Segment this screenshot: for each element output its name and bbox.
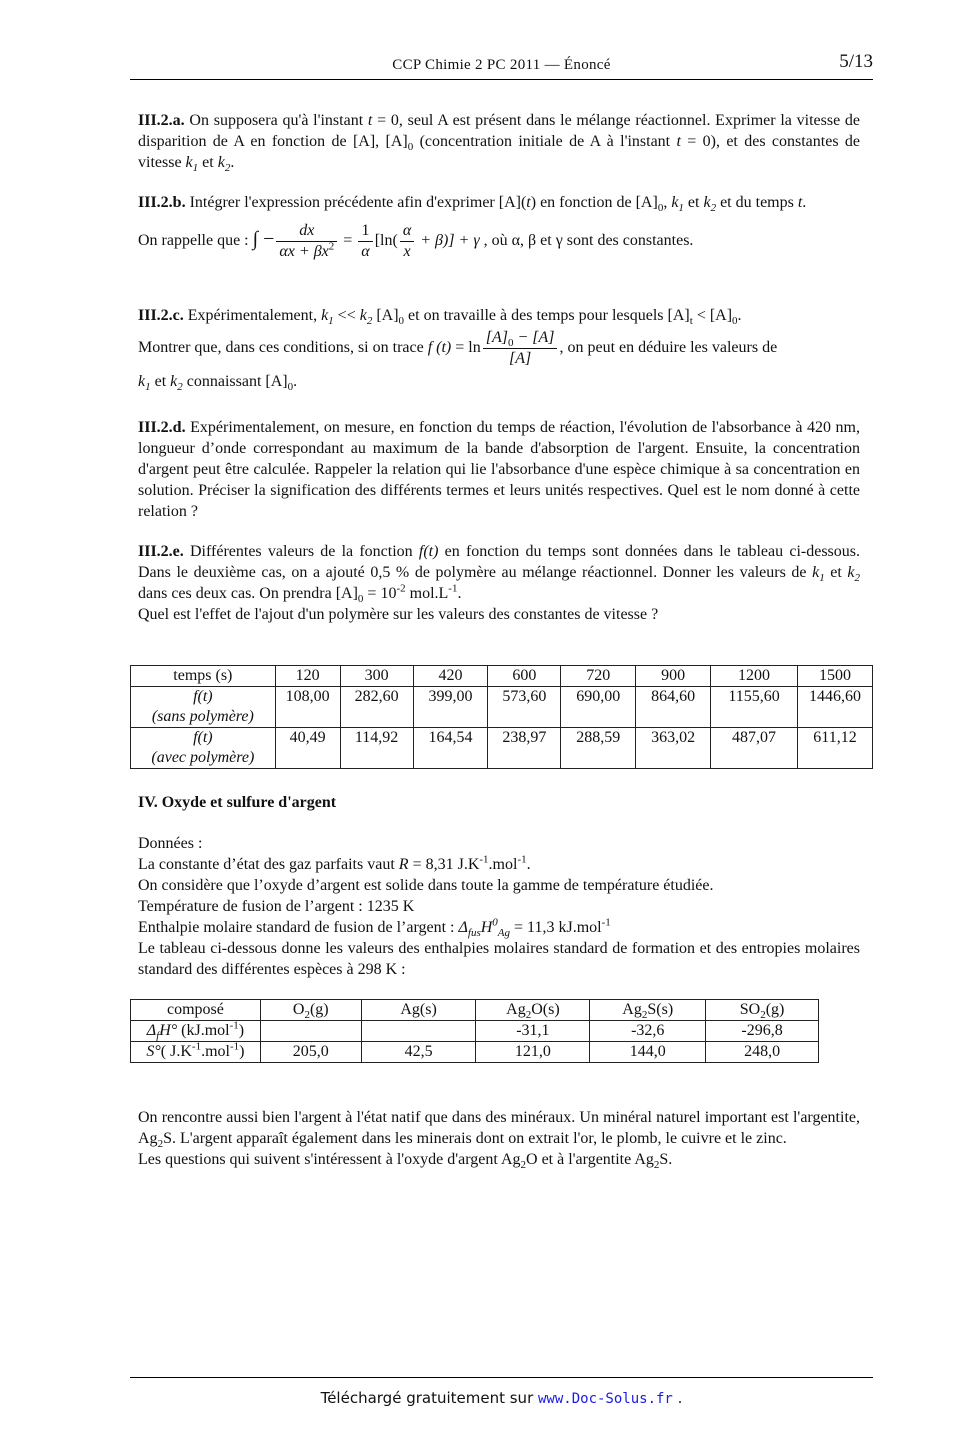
text: . [672, 1389, 683, 1407]
text: ) [238, 1022, 245, 1039]
table-header-cell [590, 1000, 706, 1021]
text: et du temps [716, 194, 798, 211]
value-cell: 282,60 [340, 687, 413, 728]
text: Enthalpie molaire standard de fusion de l’argent : [138, 919, 459, 936]
text: (g) [765, 1001, 785, 1018]
value-cell: 108,00 [275, 687, 340, 728]
text: Téléchargé gratuitement sur [320, 1389, 538, 1407]
text: = ln [451, 339, 481, 357]
numerator: dx [299, 222, 315, 239]
exp: -1 [191, 1040, 202, 1053]
sub: 1 [819, 572, 825, 585]
value-cell: 205,0 [260, 1042, 361, 1063]
var: k [671, 194, 679, 211]
text: . [457, 585, 462, 602]
var: t [367, 112, 373, 129]
sub: 1 [678, 202, 684, 215]
var: H° [159, 1022, 178, 1039]
text: ) en fonction de [A] [530, 194, 658, 211]
value-cell: 248,0 [706, 1042, 819, 1063]
exp: -1 [229, 1040, 240, 1053]
text: .mol [488, 856, 518, 873]
donnees [138, 833, 860, 980]
table-row [131, 1042, 819, 1063]
text: Ag [506, 1001, 526, 1018]
text: S(s) [647, 1001, 674, 1018]
text: (g) [309, 1001, 329, 1018]
text: (kJ.mol [177, 1022, 230, 1039]
numerator: 1 [358, 221, 372, 242]
text: et [683, 194, 704, 211]
sub: 2 [157, 1138, 164, 1151]
value-cell: 144,0 [590, 1042, 706, 1063]
text: = [339, 232, 357, 250]
sub: 1 [192, 162, 199, 175]
numerator: − [A] [513, 329, 555, 346]
table-header-cell [706, 1000, 819, 1021]
sub: 0 [657, 202, 664, 215]
integral-formula [138, 221, 860, 262]
var: Δ [458, 919, 468, 936]
text: << [333, 307, 360, 324]
var: k [812, 564, 820, 581]
value-cell: 164,54 [413, 728, 488, 769]
fraction [483, 328, 558, 369]
sub: 2 [854, 572, 861, 585]
text: [A] [372, 307, 399, 324]
denominator: α [361, 243, 370, 260]
exp: -1 [479, 853, 489, 866]
fraction [358, 221, 372, 262]
var: k [217, 154, 225, 171]
text: en fonction du temps sont données dans le tableau ci-dessous. Dans le deuxième cas, on a ajouté 0,5 % de polymère au mélange réactionnel. Donner les valeurs de [138, 543, 861, 581]
question-iii-2-a [138, 110, 860, 173]
sub: 2 [641, 1009, 648, 1022]
text: mol.L [405, 585, 449, 602]
value-cell: 573,60 [488, 687, 561, 728]
value-cell: 121,0 [476, 1042, 590, 1063]
text: et [824, 564, 848, 581]
value-cell: 288,59 [561, 728, 636, 769]
text: Différentes valeurs de la fonction [183, 543, 419, 560]
text: Intégrer l'expression précédente afin d'exprimer [A]( [185, 194, 527, 211]
sub: 1 [328, 315, 334, 328]
value-cell: 1155,60 [711, 687, 798, 728]
text: O [292, 1001, 305, 1018]
value-cell: 42,5 [361, 1042, 476, 1063]
question-label: III.2.b. [138, 194, 186, 211]
value-cell: 487,07 [711, 728, 798, 769]
exp: 2 [328, 240, 335, 253]
sub: 2 [710, 202, 717, 215]
text: connaissant [A] [182, 373, 288, 390]
text: S. L'argent apparaît également dans les minerais dont on extrait l'or, le plomb, le cuivre et le zinc. [163, 1130, 787, 1147]
row-label [131, 687, 276, 728]
value-cell [361, 1021, 476, 1042]
text: Les questions qui suivent s'intéressent à l'oxyde d'argent Ag [138, 1151, 521, 1168]
sub: Ag [497, 927, 511, 940]
page-header [130, 51, 873, 80]
var: k [321, 307, 329, 324]
sub: 0 [732, 315, 738, 328]
var: t [526, 194, 531, 211]
sub: 2 [520, 1159, 527, 1172]
sub: fus [467, 927, 481, 940]
sub: 2 [366, 315, 373, 328]
question-iii-2-c [138, 305, 860, 392]
text: . [802, 194, 807, 211]
row-label [131, 728, 276, 769]
exp: -1 [517, 853, 527, 866]
value-cell: 238,97 [488, 728, 561, 769]
var: R [398, 856, 409, 873]
exp: 0 [492, 916, 498, 929]
table-row [131, 666, 873, 687]
text: On rappelle que : [138, 232, 253, 250]
row-label-line: f(t) [193, 729, 213, 746]
var: Δ [146, 1022, 157, 1039]
text: Température de fusion de l’argent : 1235 K [138, 898, 415, 915]
text: Montrer que, dans ces conditions, si on trace [138, 339, 428, 357]
text: et [150, 373, 171, 390]
question-iii-2-e [138, 541, 860, 625]
table-row [131, 687, 873, 728]
time-cell: 420 [413, 666, 488, 687]
table-header-cell: Ag(s) [361, 1000, 476, 1021]
text: = 0, seul A est présent dans le mélange réactionnel. Exprimer la vitesse de disparition de A en fonction de [A], [A] [138, 112, 861, 150]
table-row [131, 1000, 819, 1021]
denominator: [A] [508, 350, 532, 367]
text: = 10 [363, 585, 397, 602]
table-row [131, 1021, 819, 1042]
var: k [185, 154, 193, 171]
var: k [170, 373, 178, 390]
text: . [737, 307, 742, 324]
sub: 2 [525, 1009, 532, 1022]
var: k [138, 373, 146, 390]
sub: f [156, 1030, 160, 1043]
numerator: α [402, 222, 412, 239]
text: [ln( [374, 232, 398, 250]
sub: 0 [398, 315, 405, 328]
time-cell: 720 [561, 666, 636, 687]
exp: -1 [448, 582, 458, 595]
question-iii-2-b [138, 192, 860, 262]
text: et [198, 154, 218, 171]
value-cell [260, 1021, 361, 1042]
text: + β)] + γ [416, 232, 480, 250]
footer-text [130, 1388, 873, 1410]
text: < [A] [692, 307, 733, 324]
denominator: αx + βx [279, 243, 329, 260]
text: On supposera qu'à l'instant [184, 112, 368, 129]
text: = 11,3 kJ.mol [510, 919, 602, 936]
closing-paragraph [138, 1107, 860, 1170]
text: On rencontre aussi bien l'argent à l'état natif que dans des minéraux. Un minéral naturel important est l'argentite, Ag [138, 1109, 860, 1147]
table-header-cell: temps (s) [131, 666, 276, 687]
exp: -1 [601, 916, 611, 929]
footer-link[interactable]: www.Doc-Solus.fr [538, 1391, 673, 1407]
text: O et à l'argentite Ag [526, 1151, 654, 1168]
text: = 0), et des constantes de vitesse [138, 133, 861, 171]
text: , où α, β et γ sont des constantes. [479, 232, 694, 250]
question-label: III.2.c. [138, 307, 184, 324]
text: Expérimentalement, [183, 307, 322, 324]
sub: 2 [177, 381, 183, 394]
table-header-cell [260, 1000, 361, 1021]
text: . [293, 373, 298, 390]
section-iv [138, 792, 860, 813]
numerator: [A] [485, 329, 508, 346]
text: = 8,31 J.K [408, 856, 480, 873]
value-cell: 1446,60 [797, 687, 872, 728]
time-cell: 120 [275, 666, 340, 687]
text: . [526, 856, 531, 873]
text: On considère que l’oxyde d’argent est solide dans toute la gamme de température étudiée. [138, 877, 714, 894]
text: ) [239, 1043, 245, 1060]
value-cell: -296,8 [706, 1021, 819, 1042]
value-cell: 40,49 [275, 728, 340, 769]
text: Quel est l'effet de l'ajout d'un polymère sur les valeurs des constantes de vitesse ? [138, 606, 659, 623]
exp: -2 [396, 582, 406, 595]
value-cell: 114,92 [340, 728, 413, 769]
var: f(t) [418, 543, 439, 560]
sub: 0 [407, 141, 414, 154]
text: La constante d’état des gaz parfaits vaut [138, 856, 399, 873]
text: , on peut en déduire les valeurs de [559, 339, 778, 357]
var: k [847, 564, 855, 581]
thermo-table [130, 999, 819, 1063]
value-cell: 611,12 [797, 728, 872, 769]
text: , [663, 194, 672, 211]
exp: -1 [229, 1019, 239, 1032]
sub: 0 [287, 381, 294, 394]
text: O(s) [531, 1001, 560, 1018]
text: Le tableau ci-dessous donne les valeurs des enthalpies molaires standard de formation et des entropies molaires standard des différentes espèces à 298 K : [138, 940, 860, 978]
sub: 1 [145, 381, 151, 394]
time-cell: 1200 [711, 666, 798, 687]
text: ( J.K [160, 1043, 192, 1060]
value-cell: 864,60 [636, 687, 711, 728]
sub: 0 [357, 593, 364, 606]
value-cell: -31,1 [476, 1021, 590, 1042]
sub: 2 [760, 1009, 766, 1022]
var: t [797, 194, 803, 211]
kinetics-table [130, 665, 873, 769]
time-cell: 900 [636, 666, 711, 687]
text: Ag [622, 1001, 642, 1018]
time-cell: 600 [488, 666, 561, 687]
fraction [400, 221, 414, 262]
section-title: IV. Oxyde et sulfure d'argent [138, 794, 337, 811]
sub: 2 [304, 1009, 310, 1022]
header-title: CCP Chimie 2 PC 2011 — Énoncé [392, 57, 611, 73]
sub: 2 [224, 162, 231, 175]
value-cell: -32,6 [590, 1021, 706, 1042]
text: (concentration initiale de A à l'instant [413, 133, 677, 150]
row-label-line: (avec polymère) [151, 749, 255, 766]
table-header-cell [476, 1000, 590, 1021]
integral-symbol: ∫ − [252, 228, 275, 251]
row-label-line: (sans polymère) [151, 708, 254, 725]
page-footer [130, 1377, 873, 1407]
var: k [703, 194, 711, 211]
row-label-line: f(t) [193, 688, 213, 705]
table-header-cell: composé [131, 1000, 261, 1021]
var: t [676, 133, 681, 150]
denominator: x [403, 243, 411, 260]
sub: t [689, 315, 693, 328]
time-cell: 1500 [797, 666, 872, 687]
var: f (t) [427, 339, 452, 357]
value-cell: 399,00 [413, 687, 488, 728]
table-row [131, 728, 873, 769]
row-label [131, 1042, 261, 1063]
sub: 0 [507, 337, 514, 350]
question-label: III.2.e. [138, 543, 184, 560]
text: Données : [138, 835, 203, 852]
ft-formula-line [138, 328, 860, 369]
row-label [131, 1021, 261, 1042]
text: .mol [201, 1043, 230, 1060]
text: . [230, 154, 235, 171]
value-cell: 363,02 [636, 728, 711, 769]
text: Expérimentalement, on mesure, en fonction du temps de réaction, l'évolution de l'absorbance à 420 nm, longueur d’onde correspondant au maximum de la bande d'absorption de l'argent. Ensuite, la concentration d'argent peut être calculée. Rappeler la relation qui lie l'absorbance d'une espèce chimique à sa concentration en solution. Préciser la signification des différents termes et leurs unités respectives. Quel est le nom donné à cette relation ? [138, 419, 860, 520]
time-cell: 300 [340, 666, 413, 687]
question-label: III.2.d. [138, 419, 186, 436]
text: SO [739, 1001, 761, 1018]
text: et on travaille à des temps pour lesquels [A] [404, 307, 690, 324]
text: S. [659, 1151, 673, 1168]
var: S° [146, 1043, 161, 1060]
var: H [480, 919, 493, 936]
var: k [359, 307, 367, 324]
text: dans ces deux cas. On prendra [A] [138, 585, 358, 602]
question-iii-2-d [138, 417, 860, 522]
page-number: 5/13 [839, 51, 873, 72]
sub: 2 [653, 1159, 660, 1172]
question-label: III.2.a. [138, 112, 185, 129]
fraction [276, 221, 337, 262]
value-cell: 690,00 [561, 687, 636, 728]
